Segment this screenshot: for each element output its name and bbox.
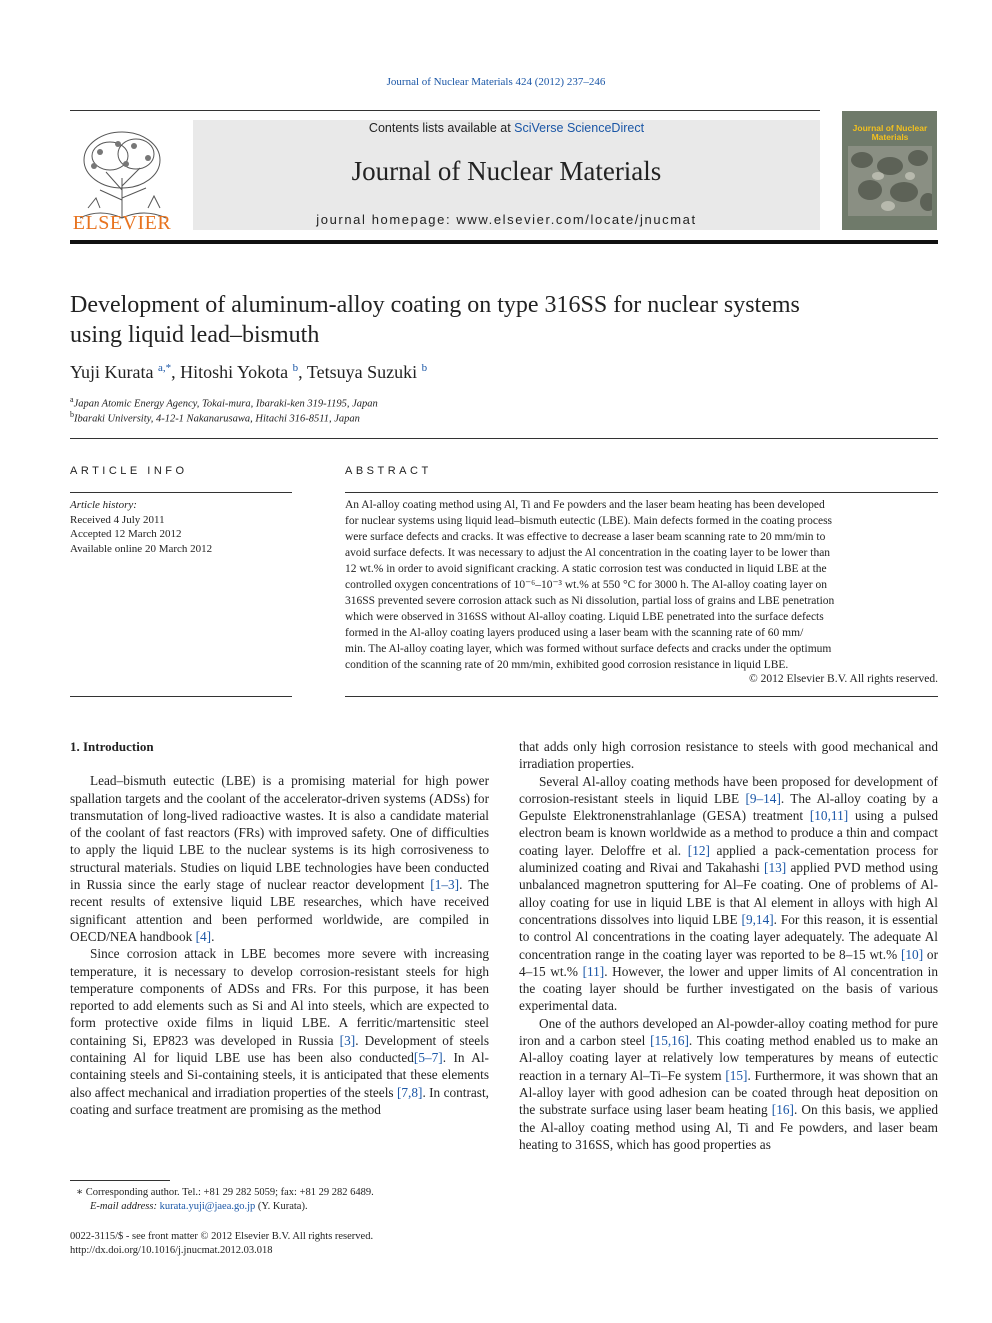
paragraph: that adds only high corrosion resistance to steels with good mechanical and irradiation properties. (519, 739, 938, 772)
section-heading: 1. Introduction (70, 739, 154, 754)
abstract-bottom-rule (345, 696, 938, 697)
accepted-date: Accepted 12 March 2012 (70, 528, 182, 540)
citation-link[interactable]: [7,8] (396, 1084, 423, 1100)
author-name: Hitoshi Yokota (180, 362, 289, 382)
author-mark[interactable]: b (292, 362, 299, 374)
online-date: Available online 20 March 2012 (70, 542, 213, 555)
journal-citation[interactable]: Journal of Nuclear Materials 424 (2012) 237–246 (386, 76, 606, 88)
citation-link[interactable]: [9,14] (741, 911, 774, 927)
title-rule (70, 438, 938, 439)
issn-line: 0022-3115/$ - see front matter © 2012 Elsevier B.V. All rights reserved. (70, 1231, 374, 1242)
cover-title: Journal of Nuclear Materials (852, 123, 928, 142)
citation-link[interactable]: [4] (195, 928, 212, 944)
paragraph: Lead–bismuth eutectic (LBE) is a promising material for high power spallation targets and the coolant of the accelerator-driven systems (ADSs) for transmutation of long-lived radioactive wastes. It is also a candidate material of the coolant of fast reactors (FRs) with improved safety. One of difficulties to apply the liquid LBE to the nuclear systems is its high corrosiveness to structural materials. Studies on liquid LBE technologies have been conducted in Russia since the early stage of nuclear reactor development [1–3]. The recent results of extensive liquid LBE researches, which have received significant attention and been performed worldwide, are compiled in OECD/NEA handbook [4]. (70, 773, 489, 944)
citation-link[interactable]: [1–3] (430, 877, 460, 893)
title-line-1: Development of aluminum-alloy coating on type 316SS for nuclear systems (70, 292, 800, 318)
email-label: E-mail address: (90, 1201, 157, 1212)
citation-link[interactable]: [12] (687, 842, 710, 858)
paragraph: Several Al-alloy coating methods have been proposed for development of corrosion-resistant steels in liquid LBE [9–14]. The Al-alloy coating by a Gepulste Elektronenstrahlanlage (GESA) treatment [10,11] using a pulsed electron beam is known worldwide as a method to produce a thin and compact coating layer. Deloffre et al. [12] applied a pack-cementation process for aluminized coating and Rivai and Takahashi [13] applied PVD method using unbalanced magnetron sputtering for Al–Fe coating. One of problems of Al-alloy coating for use in liquid LBE is that Al element in alloys with high Al concentrations dissolves into liquid LBE [9,14]. For this reason, it is essential to control Al concentrations in the coating layer adequately. The adequate Al concentration range in the coating layer was reported to be 8–15 wt.% [10] or 4–15 wt.% [11]. However, the lower and upper limits of Al concentration in the coating layer should be further investigated on the basis of various experimental data. (519, 773, 939, 1014)
author-mark[interactable]: a,* (157, 362, 172, 374)
citation-link[interactable]: [15,16] (650, 1033, 689, 1049)
author-email-link[interactable]: kurata.yuji@jaea.go.jp (159, 1201, 256, 1212)
contents-prefix: Contents lists available at (368, 121, 515, 135)
title-line-2: using liquid lead–bismuth (70, 322, 320, 348)
abstract-line: formed in the Al-alloy coating layers produced using a laser beam with the scanning rate of 60 mm/ (345, 627, 804, 639)
journal-homepage (193, 212, 820, 227)
header-thick-rule (70, 240, 938, 244)
author-name: Yuji Kurata (70, 362, 154, 382)
received-date: Received 4 July 2011 (70, 513, 165, 526)
article-history (70, 498, 292, 556)
affiliation-text: Japan Atomic Energy Agency, Tokai-mura, Ibaraki-ken 319-1195, Japan (73, 398, 378, 410)
citation-link[interactable]: [10,11] (809, 808, 849, 824)
citation-link[interactable]: [16] (771, 1102, 794, 1118)
cover-micrograph-icon (848, 146, 932, 216)
homepage-prefix: journal homepage: (316, 212, 457, 227)
corresponding-footnote: ∗ Corresponding author. Tel.: +81 29 282 5059; fax: +81 29 282 6489. E-mail address: kurata.yuji@jaea.go.jp (Y. Kurata). (70, 1186, 490, 1214)
abstract-line: which were observed in 316SS without Al-alloy coating. Liquid LBE penetrated into the surface defects (345, 611, 824, 623)
abstract-line: 316SS prevented severe corrosion attack such as Ni dissolution, partial loss of grains and LBE penetration (345, 595, 835, 607)
corresponding-text: Corresponding author. Tel.: +81 29 282 5059; fax: +81 29 282 6489. (85, 1187, 374, 1198)
citation-link[interactable]: [3] (339, 1032, 356, 1048)
author-mark[interactable]: b (421, 362, 428, 374)
article-title (70, 290, 940, 350)
abstract-line: avoid surface defects. It was necessary to adjust the Al concentration in the coating layer to be lower than (345, 547, 831, 559)
paragraph: One of the authors developed an Al-powder-alloy coating method for pure iron and a carbon steel [15,16]. This coating method enabled us to make an Al-alloy coating layer at relatively low temperatures by means of eutectic reaction in a ternary Al–Ti–Fe system [15]. Furthermore, it was shown that an Al-alloy layer with good adhesion can be coated through heat deposition on the substrate surface using laser beam heating [16]. On this basis, we applied the Al-alloy coating method using Al, Ti and Fe powders, and laser beam heating to 316SS, which has good properties as (519, 1015, 939, 1152)
journal-name: Journal of Nuclear Materials (351, 156, 662, 186)
email-suffix: (Y. Kurata). (255, 1201, 308, 1212)
abstract-line: controlled oxygen concentrations of 10⁻⁶–10⁻³ wt.% at 550 °C for 3000 h. The Al-alloy coating layer on (345, 579, 827, 591)
abstract-rule (345, 492, 938, 493)
doi-link[interactable]: http://dx.doi.org/10.1016/j.jnucmat.2012.03.018 (70, 1245, 273, 1256)
abstract-line: for nuclear systems using liquid lead–bismuth eutectic (LBE). Main defects formed in the coating process (345, 515, 833, 527)
affiliation (70, 395, 940, 410)
history-label: Article history: (70, 499, 137, 511)
header-rule (70, 110, 820, 111)
article-info-rule (70, 492, 292, 493)
elsevier-wordmark: ELSEVIER (72, 212, 172, 234)
affiliation-text: Ibaraki University, 4-12-1 Nakanarusawa, Hitachi 316-8511, Japan (74, 413, 360, 425)
contents-line (193, 121, 820, 135)
sciencedirect-link[interactable]: SciVerse ScienceDirect (514, 121, 645, 135)
citation-link[interactable]: [13] (764, 860, 787, 876)
footnote-rule (70, 1180, 170, 1181)
author-list: Yuji Kurata $^{a,*}$, Hitoshi Yokota $^b$, Tetsuya Suzuki $^b$ (70, 362, 428, 382)
abstract-line: 12 wt.% in order to avoid significant cracking. A static corrosion test was conducted in liquid LBE at the (345, 563, 827, 575)
abstract-copyright: © 2012 Elsevier B.V. All rights reserved. (749, 673, 938, 685)
abstract-line: min. The Al-alloy coating layer, which was formed without surface defects and cracks under the optimum (345, 643, 832, 655)
affiliation (70, 410, 940, 425)
article-info-heading: ARTICLE INFO (70, 465, 188, 477)
citation-link[interactable]: [9–14] (745, 790, 781, 806)
body-left-column (70, 738, 489, 1118)
homepage-url[interactable]: www.elsevier.com/locate/jnucmat (456, 212, 697, 227)
abstract-text (345, 497, 938, 673)
author-name: Tetsuya Suzuki (306, 362, 418, 382)
abstract-line: condition of the scanning rate of 20 mm/min, exhibited good corrosion resistance in liquid LBE. (345, 659, 789, 671)
affiliation-mark: b (70, 410, 74, 419)
citation-link[interactable]: [11] (582, 963, 605, 979)
body-right-column (519, 738, 938, 1153)
citation-link[interactable]: [15] (725, 1067, 748, 1083)
paragraph: Since corrosion attack in LBE becomes more severe with increasing temperature, it is necessary to develop corrosion-resistant steels for high temperature components of ADSs and FRs. For this purpose, it has been reported to add elements such as Si and Al into steels, which are expected to form protective oxide films in liquid LBE. A ferritic/martensitic steel containing Si, EP823 was developed in Russia [3]. Development of steels containing Al for liquid LBE use has been also conducted[5–7]. In Al-containing steels and Si-containing steels, it is anticipated that these elements also affect mechanical and irradiation properties of the steels [7,8]. In contrast, coating and surface treatment are promising as the method (70, 946, 489, 1117)
affiliation-mark: a (70, 395, 74, 404)
abstract-line: were surface defects and cracks. It was effective to decrease a laser beam scanning rate to 20 mm/min to (345, 531, 826, 543)
article-info-bottom-rule (70, 696, 292, 697)
citation-link[interactable]: [5–7] (413, 1050, 443, 1066)
abstract-line: An Al-alloy coating method using Al, Ti and Fe powders and the laser beam heating has been developed (345, 499, 825, 511)
abstract-heading: ABSTRACT (345, 465, 432, 477)
citation-link[interactable]: [10] (900, 946, 924, 962)
